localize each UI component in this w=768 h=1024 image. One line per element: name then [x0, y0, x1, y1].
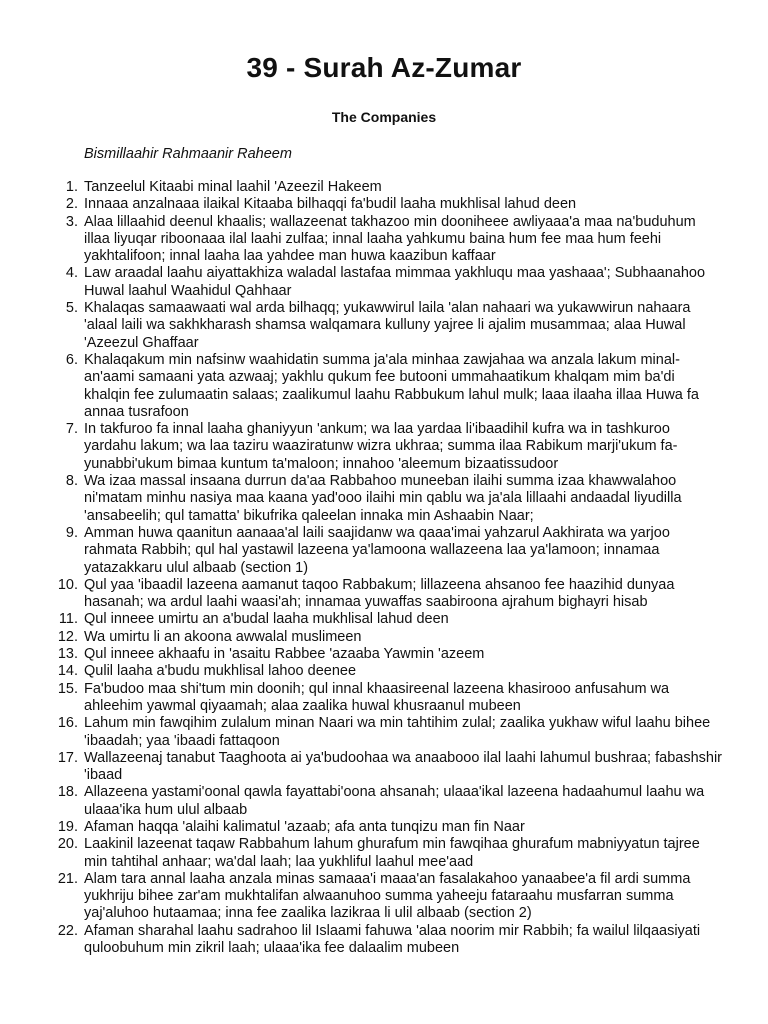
verse-item: [57, 836, 724, 871]
verse-item: [58, 611, 724, 628]
verse-item: [65, 265, 724, 300]
verse-text: Qul inneee umirtu an a'budal laaha mukhlisal lahud deen: [84, 611, 449, 628]
verse-number: 14.: [57, 663, 78, 680]
verse-number: 13.: [57, 646, 78, 663]
verse-text: Laakinil lazeenat taqaw Rabbahum lahum ghurafum min fawqihaa ghurafum mabniyyatun tajree min tahtihal anhaar; wa'dal laah; laa yukhliful laahul mee'aad: [84, 836, 700, 870]
bismillah-line: Bismillaahir Rahmaanir Raheem: [84, 146, 292, 162]
verse-item: [57, 628, 724, 646]
verse-text: Qulil laaha a'budu mukhlisal lahoo deenee: [84, 663, 357, 680]
verse-text: Amman huwa qaanitun aanaaa'al laili saajidanw wa qaaa'imai yahzarul Aakhirata wa yarjoo rahmata Rabbih; qul hal yastawil lazeena ya'lamoona wallazeena laa ya'lamoon; innamaa yatazakkaru ulul albaab (section 1): [84, 524, 670, 576]
page-subtitle: The Companies: [331, 109, 437, 125]
verse-number: 6.: [65, 351, 78, 368]
verse-item: [57, 646, 724, 663]
verse-item: [57, 922, 724, 958]
verse-text: Tanzeelul Kitaabi minal laahil 'Azeezil Hakeem: [84, 179, 382, 195]
verse-number: 12.: [57, 628, 78, 645]
verse-item: [57, 663, 724, 680]
verse-number: 3.: [65, 213, 78, 230]
verse-number: 7.: [65, 421, 78, 438]
verse-item: [57, 784, 724, 819]
verse-item: [65, 351, 724, 421]
verse-number: 17.: [57, 749, 78, 766]
verse-item: [57, 818, 724, 836]
verse-number: 1.: [65, 179, 78, 195]
verse-item: [65, 524, 724, 577]
verse-number: 20.: [57, 836, 78, 853]
verse-item: [57, 680, 724, 716]
verse-number: 15.: [57, 680, 78, 697]
verse-text: Fa'budoo maa shi'tum min doonih; qul innal khaasireenal lazeena khasirooo anfusahum wa ahleehim yawmal qiyaamah; alaa zaalika huwal khusraanul mubeen: [84, 680, 670, 714]
verse-number: 11.: [58, 611, 78, 628]
verse-item: [65, 213, 724, 266]
verse-number: 22.: [57, 922, 78, 939]
verse-number: 18.: [57, 784, 78, 801]
verse-text: Khalaqakum min nafsinw waahidatin summa ja'ala minhaa zawjahaa wa anzala lakum minal-an'aami samaani yata azwaaj; yakhlu qukum fee butooni ummahaatikum khalqam mim ba'di khalqin fee zulumaatin salaas; zaalikumul laahu Rabbukum lahul mulk; laaa ilaaha illaa Huwa fa annaa tusrafoon: [84, 351, 699, 420]
verse-number: 2.: [65, 196, 78, 213]
verse-number: 16.: [57, 715, 78, 732]
verse-item: [65, 179, 724, 196]
verse-item: [57, 749, 724, 785]
verse-text: In takfuroo fa innal laaha ghaniyyun 'ankum; wa laa yardaa li'ibaadihil kufra wa in tashkuroo yardahu lakum; wa laa taziru waaziratunw wizra ukhraa; summa ilaa Rabikum marji'ukum fa-yunabbi'ukum bimaa kuntum ta'maloon; innahoo 'aleemum bizaatissudoor: [84, 421, 678, 472]
verse-item: [57, 576, 724, 612]
verse-item: [65, 300, 724, 352]
verse-text: Qul inneee akhaafu in 'asaitu Rabbee 'azaaba Yawmin 'azeem: [84, 646, 485, 663]
verse-number: 8.: [65, 473, 78, 490]
verse-text: Alaa lillaahid deenul khaalis; wallazeenat takhazoo min dooniheee awliyaaa'a maa na'buduhum illaa liyuqar riboonaaa ilal laahi zulfaa; innal laaha yahkumu baina hum fee maa hum feehi yakhtalifoon; innal laaha laa yahdee man huwa kaazibun kaffaar: [84, 213, 696, 265]
verse-number: 10.: [57, 576, 78, 593]
verse-number: 19.: [57, 818, 78, 835]
verse-number: 5.: [65, 300, 78, 317]
page-title: 39 - Surah Az-Zumar: [246, 52, 522, 83]
verse-text: Allazeena yastami'oonal qawla fayattabi'oona ahsanah; ulaaa'ikal lazeena hadaahumul laahu wa ulaaa'ika hum ulul albaab: [84, 784, 705, 818]
verse-number: 9.: [65, 524, 78, 541]
verse-item: [65, 421, 724, 473]
verse-text: Innaaa anzalnaaa ilaikal Kitaaba bilhaqqi fa'budil laaha mukhlisal lahud deen: [84, 196, 577, 213]
verse-item: [65, 196, 724, 213]
verse-text: Wa izaa massal insaana durrun da'aa Rabbahoo muneeban ilaihi summa izaa khawwalahoo ni'matam minhu nasiya maa kaana yad'ooo ilaihi min qablu wa ja'ala lillaahi andaadal liyudilla 'ansabeelih; qul tamatta' bikufrika qaleelan innaka min Ashaabin Naar;: [84, 473, 682, 524]
verse-text: Afaman haqqa 'alaihi kalimatul 'azaab; afa anta tunqizu man fin Naar: [84, 818, 525, 835]
verse-text: Qul yaa 'ibaadil lazeena aamanut taqoo Rabbakum; lillazeena ahsanoo fee haazihid dunyaa hasanah; wa ardul laahi waasi'ah; innamaa yuwaffas saabiroona ajrahum bighayri hisab: [84, 576, 675, 611]
verse-text: Afaman sharahal laahu sadrahoo lil Islaami fahuwa 'alaa noorim mir Rabbih; fa wailul lilqaasiyati quloobuhum min zikril laah; ulaaa'ika fee dalaalim mubeen: [84, 922, 701, 957]
verse-text: Law araadal laahu aiyattakhiza waladal lastafaa mimmaa yakhluqu maa yashaaa'; Subhaanahoo Huwal laahul Waahidul Qahhaar: [84, 265, 706, 299]
verse-item: [57, 715, 724, 750]
verse-list: [57, 179, 724, 957]
verse-number: 21.: [57, 870, 78, 887]
verse-text: Khalaqas samaawaati wal arda bilhaqq; yukawwirul laila 'alan nahaari wa yukawwirun nahaara 'alaal laili wa sakhkharash shamsa walqamara kulluny yajree li ajalim musammaa; alaa Huwal 'Azeezul Ghaffaar: [84, 300, 691, 351]
verse-item: [57, 870, 724, 923]
verse-text: Lahum min fawqihim zulalum minan Naari wa min tahtihim zulal; zaalika yukhaw wiful laahu bihee 'ibaadah; yaa 'ibaadi fattaqoon: [84, 715, 711, 749]
verse-text: Wa umirtu li an akoona awwalal muslimeen: [84, 628, 362, 645]
verse-number: 4.: [65, 265, 78, 282]
verse-text: Alam tara annal laaha anzala minas samaaa'i maaa'an fasalakahoo yanaabee'a fil ardi summa yukhriju bihee zar'am mukhtalifan alwaanuhoo summa yaheeju fataraahu musfarran summa yaj'aluhoo hutaamaa; inna fee zaalika lazikraa li ulil albaab (section 2): [84, 870, 691, 922]
verse-text: Wallazeenaj tanabut Taaghoota ai ya'budoohaa wa anaabooo ilal laahi lahumul bushraa; fabashshir 'ibaad: [84, 749, 723, 784]
verse-item: [65, 473, 724, 525]
